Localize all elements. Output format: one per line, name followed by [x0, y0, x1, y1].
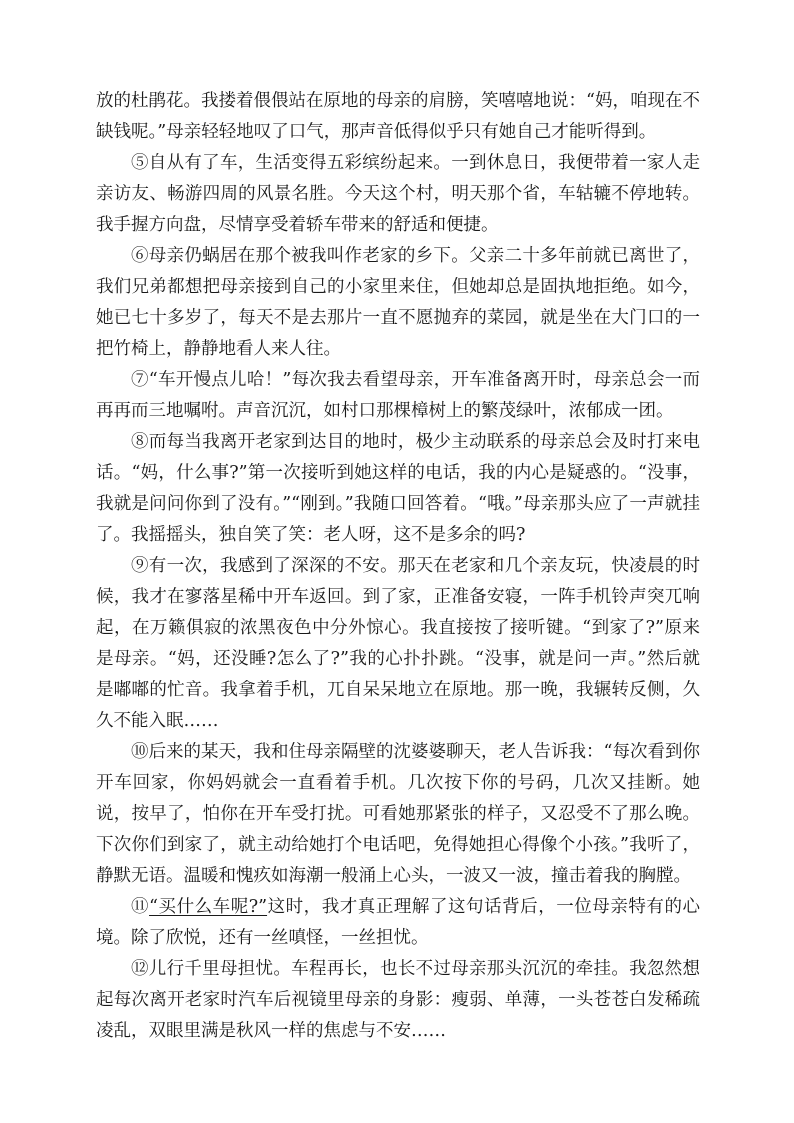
paragraph-9: ⑨有一次，我感到了深深的不安。那天在老家和几个亲友玩，快凌晨的时候，我才在寥落星稀中开车返回。到了家，正准备安寝，一阵手机铃声突兀响起，在万籁俱寂的浓黑夜色中分外惊心。我直接按了接听键。“到家了?”原来是母亲。“妈，还没睡?怎么了?”我的心扑扑跳。“没事，就是问一声。”然后就是嘟嘟的忙音。我拿着手机，兀自呆呆地立在原地。那一晚，我辗转反侧，久久不能入眠……	[96, 556, 700, 731]
paragraph-6: ⑥母亲仍蜗居在那个被我叫作老家的乡下。父亲二十多年前就已离世了，我们兄弟都想把母亲接到自己的小家里来住，但她却总是固执地拒绝。如今，她已七十多岁了，每天不是去那片一直不愿抛弃的菜园，就是坐在大门口的一把竹椅上，静静地看人来人往。	[96, 246, 700, 359]
article-body	[96, 86, 700, 1047]
paragraph-12: ⑫儿行千里母担忧。车程再长，也长不过母亲那头沉沉的牵挂。我忽然想起每次离开老家时汽车后视镜里母亲的身影：瘦弱、单薄，一头苍苍白发稀疏凌乱，双眼里满是秋风一样的焦虑与不安……	[96, 959, 700, 1041]
paragraph-7: ⑦“车开慢点儿哈！”每次我去看望母亲，开车准备离开时，母亲总会一而再再而三地嘱咐。声音沉沉，如村口那棵樟树上的繁茂绿叶，浓郁成一团。	[96, 370, 700, 421]
paragraph-continuation: 放的杜鹃花。我搂着偎偎站在原地的母亲的肩膀，笑嘻嘻地说：“妈，咱现在不缺钱呢。”母亲轻轻地叹了口气，那声音低得似乎只有她自己才能听得到。	[96, 91, 700, 142]
paragraph-11-number: ⑪	[131, 897, 150, 917]
paragraph-11-text: 这时，我才真正理解了这句话背后，一位母亲特有的心境。除了欣悦，还有一丝嗔怪，一丝担忧。	[96, 897, 701, 948]
paragraph-8: ⑧而每当我离开老家到达目的地时，极少主动联系的母亲总会及时打来电话。“妈，什么事?”第一次接听到她这样的电话，我的内心是疑惑的。“没事，我就是问问你到了没有。”“刚到。”我随口回答着。“哦。”母亲那头应了一声就挂了。我摇摇头，独自笑了笑：老人呀，这不是多余的吗?	[96, 432, 700, 545]
underlined-quote: “买什么车呢?”	[149, 897, 268, 917]
paragraph-11	[96, 892, 700, 954]
paragraph-10: ⑩后来的某天，我和住母亲隔壁的沈婆婆聊天，老人告诉我：“每次看到你开车回家，你妈妈就会一直看着手机。几次按下你的号码，几次又挂断。她说，按早了，怕你在开车受打扰。可看她那紧张的样子，又忍受不了那么晚。下次你们到家了，就主动给她打个电话吧，免得她担心得像个小孩。”我听了，静默无语。温暖和愧疚如海潮一般涌上心头，一波又一波，撞击着我的胸膛。	[96, 742, 700, 886]
paragraph-5: ⑤自从有了车，生活变得五彩缤纷起来。一到休息日，我便带着一家人走亲访友、畅游四周的风景名胜。今天这个村，明天那个省，车轱辘不停地转。我手握方向盘，尽情享受着轿车带来的舒适和便捷。	[96, 153, 700, 235]
